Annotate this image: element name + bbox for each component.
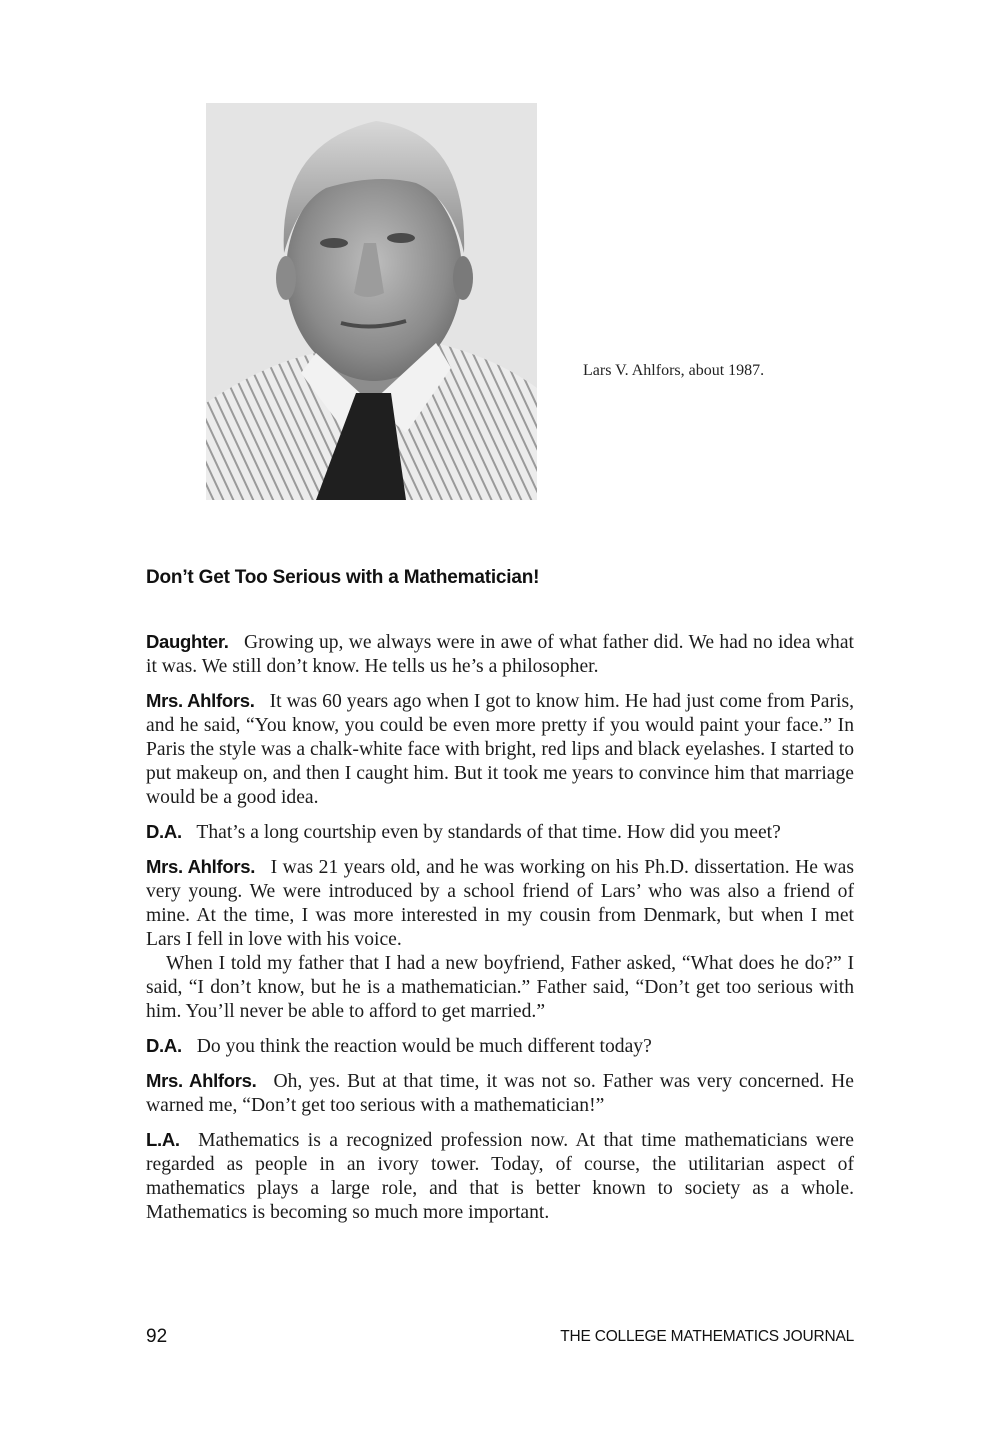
dialogue-paragraph: [146, 1128, 854, 1225]
speaker-label: Mrs. Ahlfors.: [146, 690, 255, 711]
dialogue-paragraph: [146, 630, 854, 679]
photo-caption: Lars V. Ahlfors, about 1987.: [583, 362, 765, 379]
speaker-label: L.A.: [146, 1129, 180, 1150]
dialogue-paragraph: [146, 689, 854, 810]
left-ear: [276, 256, 296, 300]
speaker-label: D.A.: [146, 1035, 182, 1056]
dialogue-paragraph: [146, 820, 854, 845]
portrait-illustration: [206, 103, 537, 500]
speaker-label: Mrs. Ahlfors.: [146, 1070, 257, 1091]
dialogue-paragraph: [146, 855, 854, 952]
right-ear: [453, 256, 473, 300]
page-number: 92: [146, 1326, 168, 1347]
dialogue-text: That’s a long courtship even by standards of that time. How did you meet?: [196, 822, 781, 843]
left-eye: [320, 238, 348, 248]
speaker-label: D.A.: [146, 821, 182, 842]
journal-name: THE COLLEGE MATHEMATICS JOURNAL: [560, 1328, 854, 1345]
dialogue-text: Mathematics is a recognized profession now. At that time mathematicians were regarded as people in an ivory tower. Today, of course, the utilitarian aspect of mathematics plays a large role, and that is better known to society as a whole. Mathematics is becoming so much more important.: [146, 1130, 854, 1223]
dialogue-text: It was 60 years ago when I got to know him. He had just come from Paris, and he said, “You know, you could be even more pretty if you would paint your face.” In Paris the style was a chalk-white face with bright, red lips and black eyelashes. I started to put makeup on, and then I caught him. But it took me years to convince him that marriage would be a good idea.: [146, 691, 854, 808]
dialogue-text: Growing up, we always were in awe of what father did. We had no idea what it was. We still don’t know. He tells us he’s a philosopher.: [146, 632, 854, 677]
interview-body: [146, 630, 854, 1235]
dialogue-paragraph: [146, 1069, 854, 1118]
portrait-photo: [206, 103, 537, 500]
dialogue-paragraph: [146, 1034, 854, 1059]
speaker-label: Mrs. Ahlfors.: [146, 856, 256, 877]
section-title: Don’t Get Too Serious with a Mathematician!: [146, 567, 540, 588]
dialogue-text: Do you think the reaction would be much different today?: [196, 1036, 652, 1057]
dialogue-text: Oh, yes. But at that time, it was not so. Father was very concerned. He warned me, “Don’t get too serious with a mathematician!”: [146, 1071, 854, 1116]
dialogue-continuation: When I told my father that I had a new boyfriend, Father asked, “What does he do?” I said, “I don’t know, but he is a mathematician.” Father said, “Don’t get too serious with him. You’ll never be able to afford to get married.”: [146, 953, 854, 1022]
right-eye: [387, 233, 415, 243]
speaker-label: Daughter.: [146, 631, 229, 652]
dialogue-text: I was 21 years old, and he was working on his Ph.D. dissertation. He was very young. We were introduced by a school friend of Lars’ who was also a friend of mine. At the time, I was more interested in my cousin from Denmark, but when I met Lars I fell in love with his voice.: [146, 857, 854, 950]
